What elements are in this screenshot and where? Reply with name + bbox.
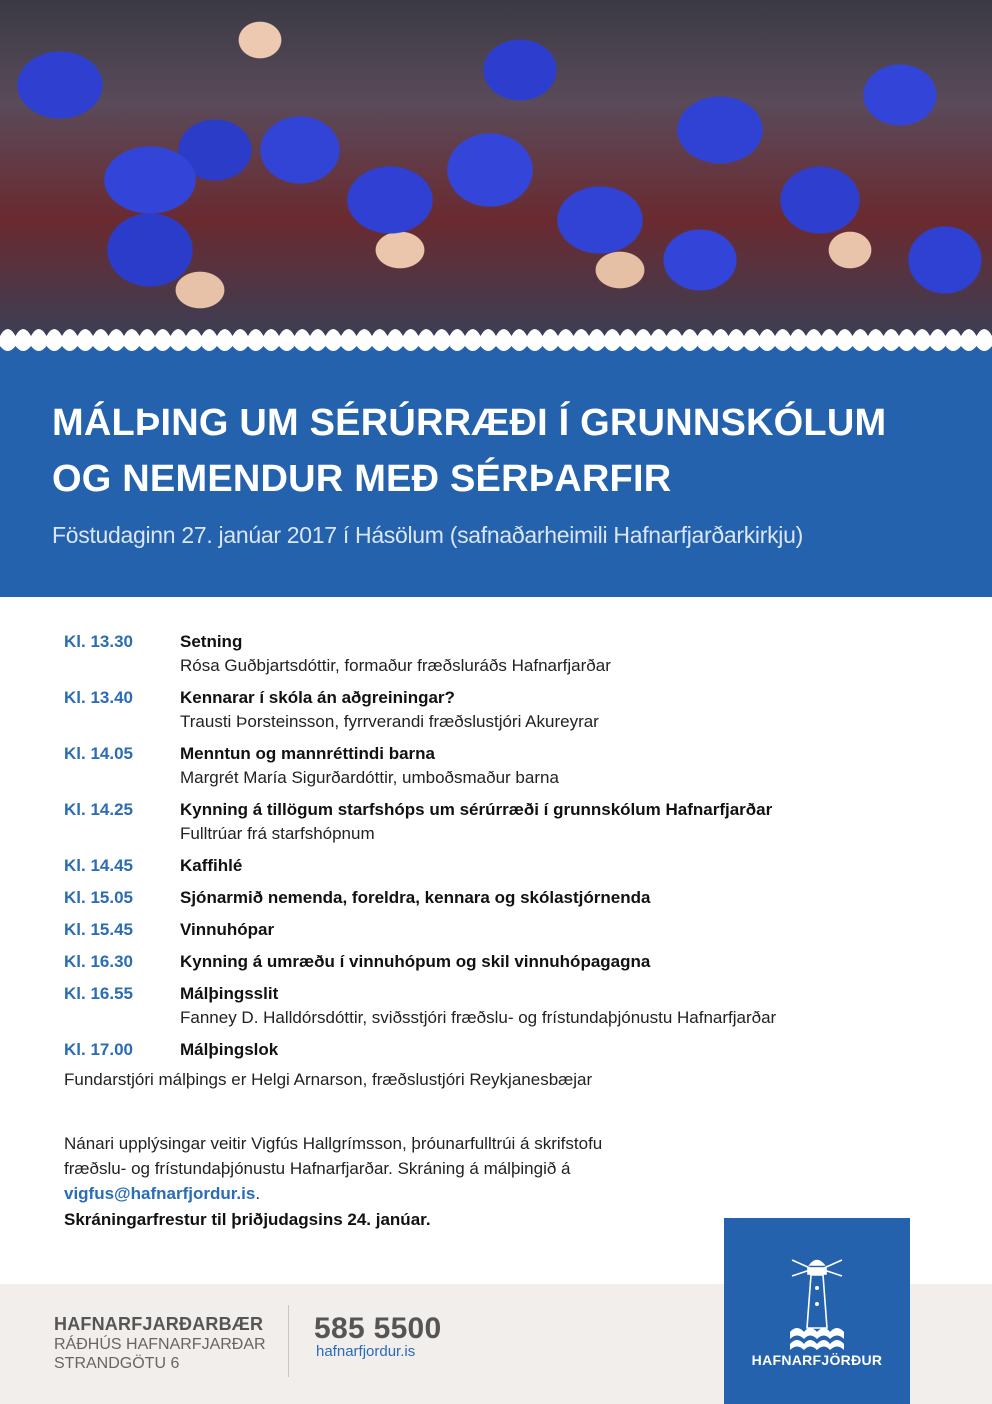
program-row [64,886,924,910]
program-title: Málþingsslit [180,984,279,1003]
program-title: Kynning á umræðu í vinnuhópum og skil vinnuhópagagna [180,952,651,971]
footer-divider [288,1305,289,1377]
event-date-location: Föstudaginn 27. janúar 2017 í Hásölum (safnaðarheimili Hafnarfjarðarkirkju) [52,522,803,548]
logo-text: HAFNARFJÖRÐUR [751,1352,883,1368]
program-time: Kl. 17.00 [64,1040,133,1059]
program-title: Kaffihlé [180,856,243,875]
program-row [64,630,924,678]
program-row [64,742,924,790]
program-title: Sjónarmið nemenda, foreldra, kennara og skólastjórnenda [180,888,651,907]
email-link[interactable]: vigfus@hafnarfjordur.is [64,1184,256,1203]
program-title: Kennarar í skóla án aðgreiningar? [180,688,455,707]
website-link[interactable]: hafnarfjordur.is [316,1343,416,1360]
wave-band-edge-icon [0,336,992,356]
info-line-2: fræðslu- og frístundaþjónustu Hafnarfjarðar. Skráning á málþingið á [64,1159,571,1178]
program-title: Málþingslok [180,1040,279,1059]
hafnarfjordur-logo [724,1218,910,1404]
program-row [64,686,924,734]
program-time: Kl. 14.45 [64,856,133,875]
title-line-2: OG NEMENDUR MEÐ SÉRÞARFIR [52,458,672,500]
program-time: Kl. 16.55 [64,984,133,1003]
program-speaker: Fanney D. Halldórsdóttir, sviðsstjóri fræðslu- og frístundaþjónustu Hafnarfjarðar [180,1008,777,1027]
info-line-1: Nánari upplýsingar veitir Vigfús Hallgrímsson, þróunarfulltrúi á skrifstofu [64,1134,603,1153]
program-title: Kynning á tillögum starfshóps um sérúrræði í grunnskólum Hafnarfjarðar [180,800,773,819]
email-suffix: . [255,1184,261,1203]
program-row [64,1038,924,1062]
program-time: Kl. 13.40 [64,688,133,707]
program-speaker: Rósa Guðbjartsdóttir, formaður fræðsluráðs Hafnarfjarðar [180,656,611,675]
program-row [64,798,924,846]
address-line-2: STRANDGÖTU 6 [54,1355,180,1372]
program-list [64,630,924,1070]
hero-photo [0,0,992,340]
program-time: Kl. 14.25 [64,800,133,819]
program-row [64,982,924,1030]
program-title: Menntun og mannréttindi barna [180,744,435,763]
program-speaker: Trausti Þorsteinsson, fyrrverandi fræðslustjóri Akureyrar [180,712,599,731]
program-row [64,950,924,974]
program-time: Kl. 15.45 [64,920,133,939]
program-time: Kl. 14.05 [64,744,133,763]
program-time: Kl. 15.05 [64,888,133,907]
org-address [54,1314,266,1373]
program-row [64,854,924,878]
contact-info [64,1131,704,1206]
lighthouse-icon [724,1218,910,1404]
phone-number: 585 5500 [314,1312,442,1345]
address-line-1: RÁÐHÚS HAFNARFJARÐAR [54,1336,266,1353]
program-title: Setning [180,632,243,651]
program-title: Vinnuhópar [180,920,275,939]
org-name: HAFNARFJARÐARBÆR [54,1314,264,1334]
program-speaker: Fulltrúar frá starfshópnum [180,824,375,843]
program-row [64,918,924,942]
program-time: Kl. 16.30 [64,952,133,971]
page-title [52,395,972,507]
title-line-1: MÁLÞING UM SÉRÚRRÆÐI Í GRUNNSKÓLUM [52,402,887,444]
registration-deadline: Skráningarfrestur til þriðjudagsins 24. janúar. [64,1210,431,1229]
program-speaker: Margrét María Sigurðardóttir, umboðsmaður barna [180,768,559,787]
program-time: Kl. 13.30 [64,632,133,651]
moderator-note: Fundarstjóri málþings er Helgi Arnarson, fræðslustjóri Reykjanesbæjar [64,1070,593,1089]
